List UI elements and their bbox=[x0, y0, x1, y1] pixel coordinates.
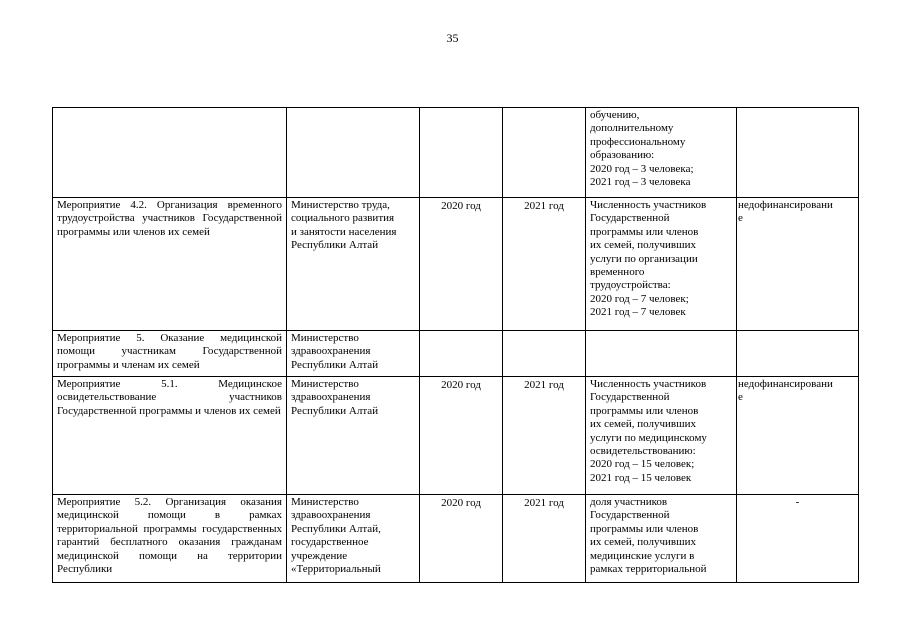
end-year-cell: 2021 год bbox=[503, 377, 586, 495]
end-year-cell: 2021 год bbox=[503, 198, 586, 331]
activity-cell: Мероприятие 5.2. Организация оказания медицинской помощи в рамках территориальной программы государственных гарантий бесплатного оказания гражданам медицинской помощи на территории Республики bbox=[53, 495, 287, 583]
activity-cell bbox=[53, 108, 287, 198]
end-year-cell bbox=[503, 108, 586, 198]
table-row bbox=[53, 198, 859, 331]
start-year-cell: 2020 год bbox=[420, 377, 503, 495]
start-year-cell bbox=[420, 108, 503, 198]
start-year-cell: 2020 год bbox=[420, 495, 503, 583]
end-year-cell: 2021 год bbox=[503, 495, 586, 583]
activity-cell: Мероприятие 5. Оказание медицинской помощи участникам Государственной программы и членам их семей bbox=[53, 331, 287, 377]
executor-cell: Министерство здравоохранения Республики Алтай bbox=[287, 331, 420, 377]
start-year-cell bbox=[420, 331, 503, 377]
indicator-cell bbox=[586, 331, 737, 377]
table-row bbox=[53, 377, 859, 495]
end-year-cell bbox=[503, 331, 586, 377]
indicator-cell: доля участников Государственной программы или членов их семей, получивших медицинские услуги в рамках территориальной bbox=[586, 495, 737, 583]
note-cell: недофинансировани е bbox=[737, 198, 859, 331]
table-row bbox=[53, 495, 859, 583]
note-cell: - bbox=[737, 495, 859, 583]
executor-cell: Министерство труда, социального развития и занятости населения Республики Алтай bbox=[287, 198, 420, 331]
note-cell bbox=[737, 108, 859, 198]
table-row bbox=[53, 108, 859, 198]
indicator-cell: Численность участников Государственной программы или членов их семей, получивших услуги по медицинскому освидетельствованию: 2020 год – 15 человек; 2021 год – 15 человек bbox=[586, 377, 737, 495]
note-cell bbox=[737, 331, 859, 377]
start-year-cell: 2020 год bbox=[420, 198, 503, 331]
note-cell: недофинансировани е bbox=[737, 377, 859, 495]
page-number: 35 bbox=[446, 31, 459, 45]
indicator-cell: Численность участников Государственной программы или членов их семей, получивших услуги по организации временного трудоустройства: 2020 год – 7 человек; 2021 год – 7 человек bbox=[586, 198, 737, 331]
executor-cell: Министерство здравоохранения Республики Алтай bbox=[287, 377, 420, 495]
table-row bbox=[53, 331, 859, 377]
activities-table bbox=[52, 107, 859, 583]
activity-cell: Мероприятие 4.2. Организация временного трудоустройства участников Государственной программы или членов их семей bbox=[53, 198, 287, 331]
executor-cell bbox=[287, 108, 420, 198]
activity-cell: Мероприятие 5.1. Медицинское освидетельствование участников Государственной программы и членов их семей bbox=[53, 377, 287, 495]
indicator-cell: обучению, дополнительному профессиональному образованию: 2020 год – 3 человека; 2021 год – 3 человека bbox=[586, 108, 737, 198]
executor-cell: Министерство здравоохранения Республики Алтай, государственное учреждение «Территориальный bbox=[287, 495, 420, 583]
